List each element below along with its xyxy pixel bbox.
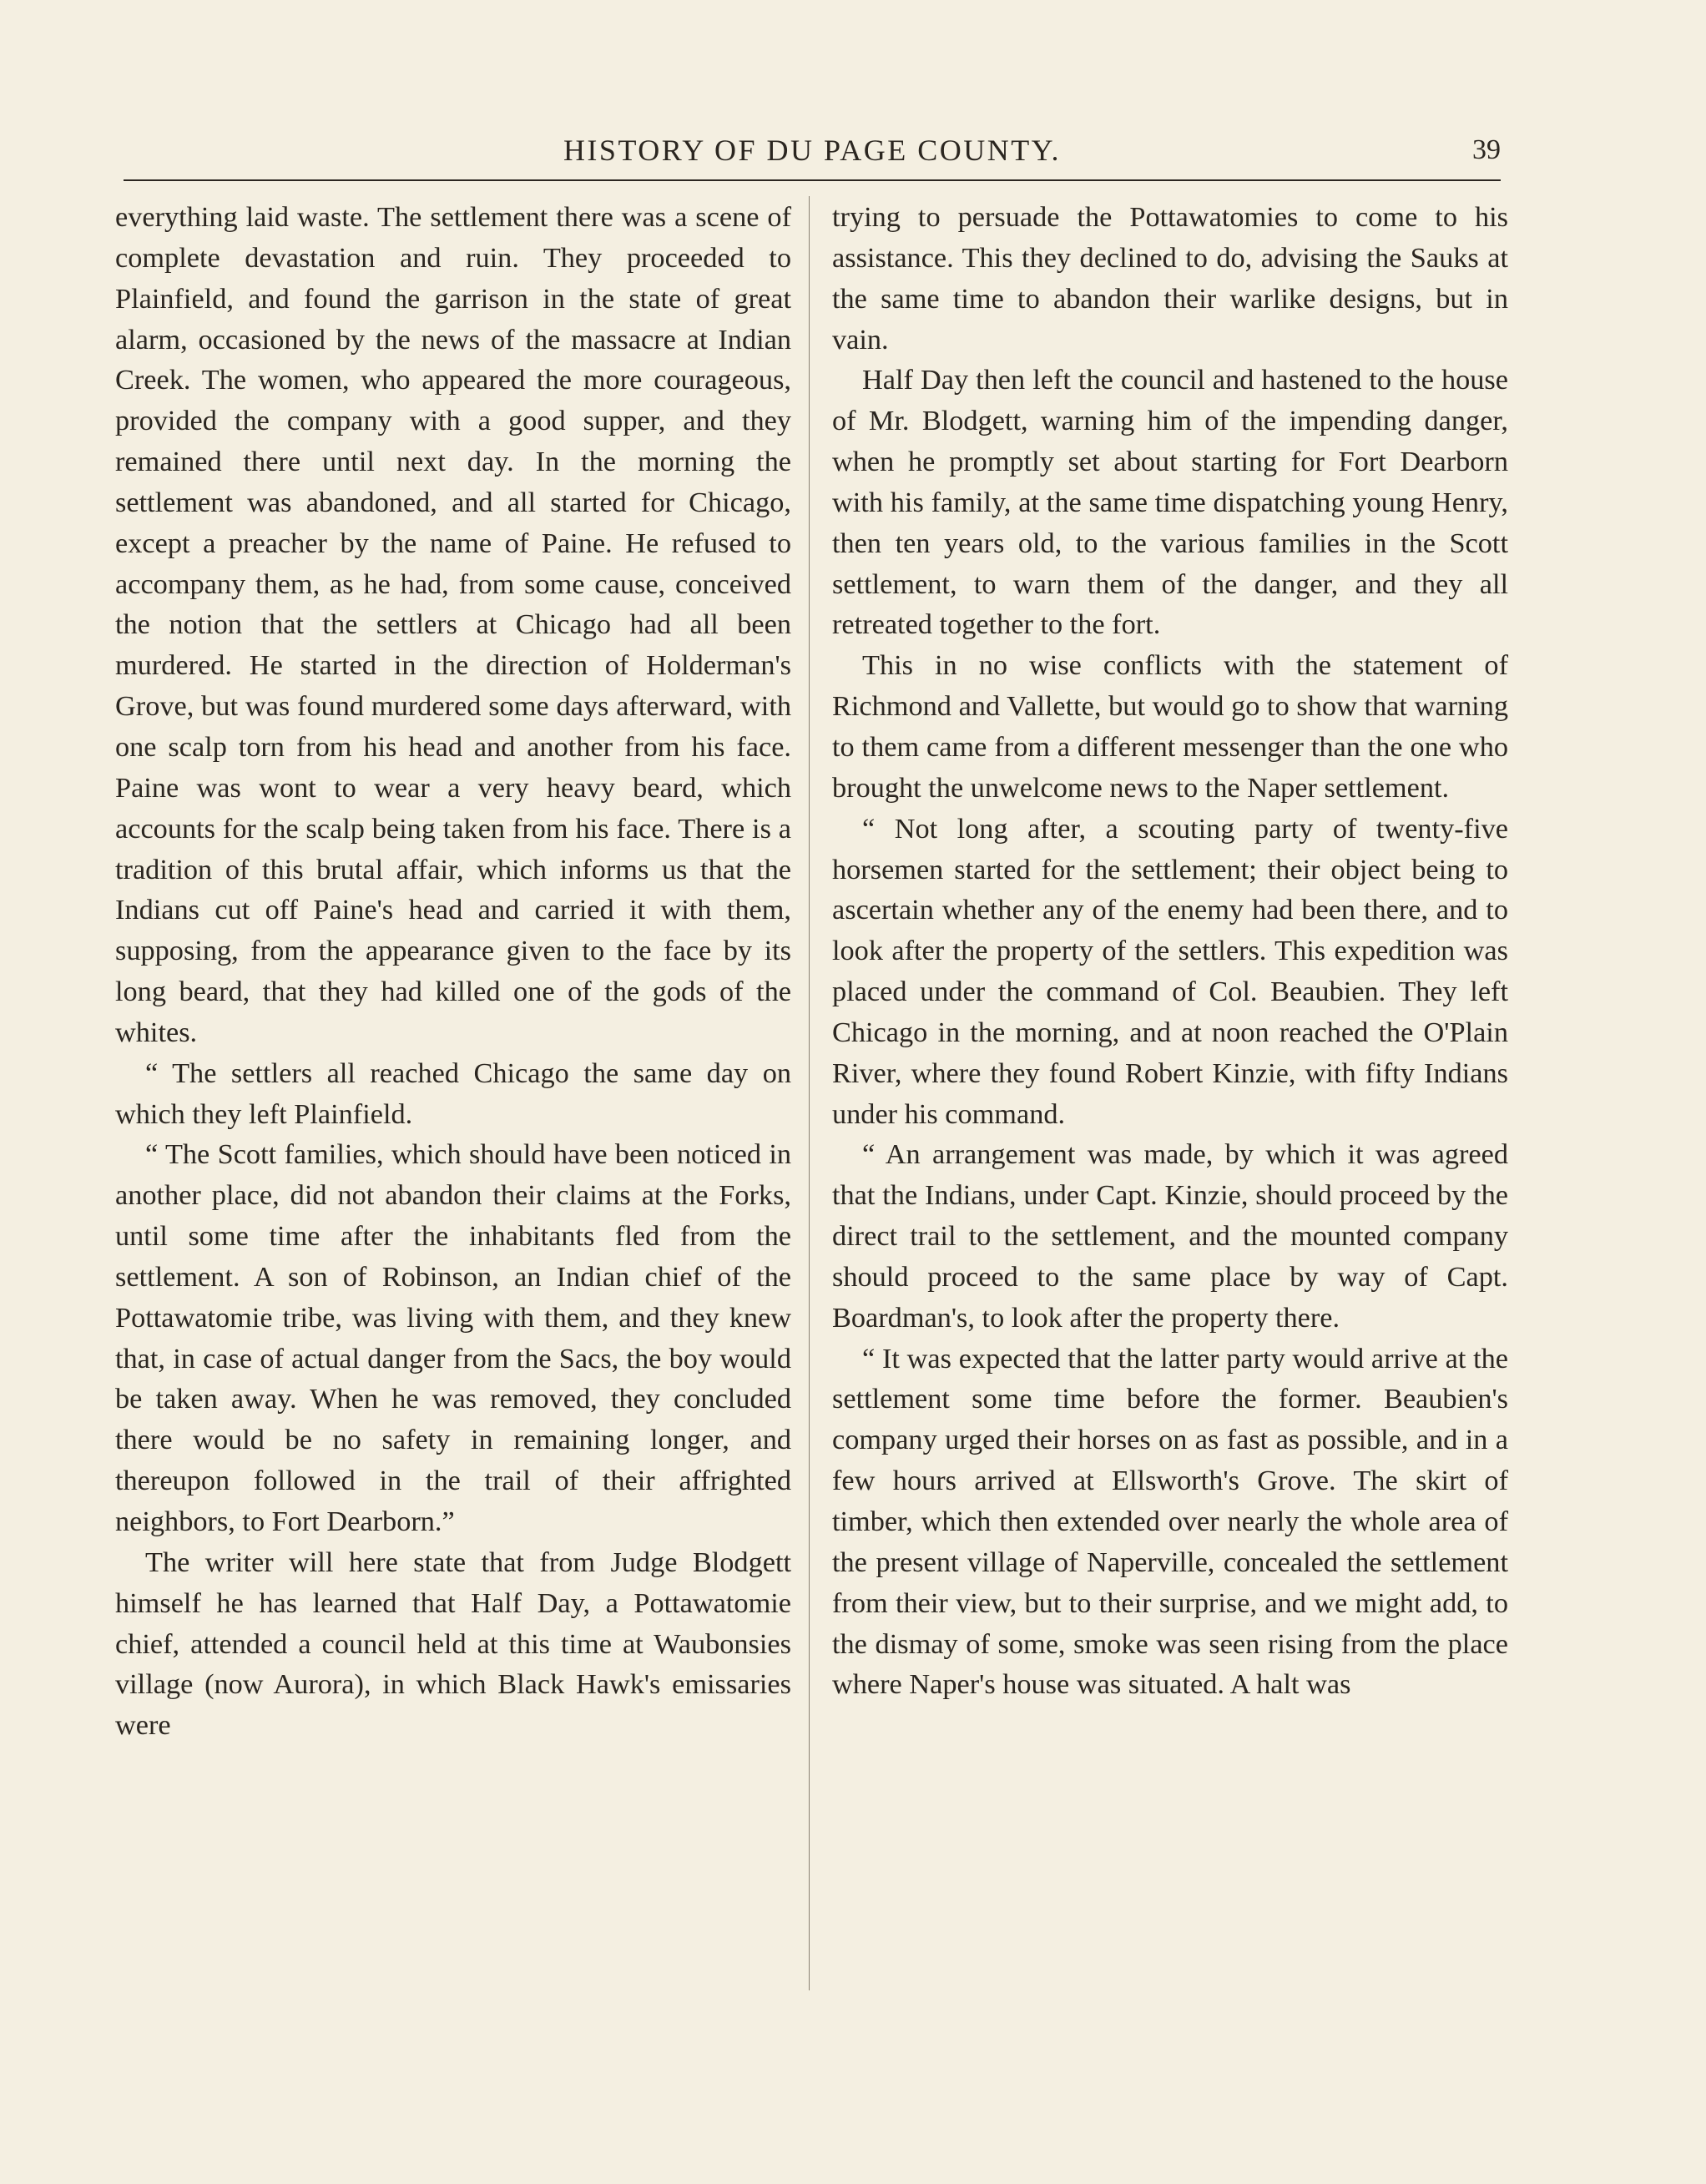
- column-divider: [809, 196, 810, 1990]
- running-head: [124, 125, 1501, 175]
- page-number: 39: [1472, 134, 1501, 165]
- paragraph: “ It was expected that the latter party would arrive at the settlement some time before the former. Beaubien's company urged their horses on as fast as possible, and in a few hours arrived at Ellsworth's Grove. The skirt of timber, which then extended over nearly the whole area of the present village of Naperville, concealed the settlement from their view, but to their surprise, and we might add, to the dismay of some, smoke was seen rising from the place where Naper's house was situated. A halt was: [832, 1342, 1508, 1701]
- paragraph: Half Day then left the council and hastened to the house of Mr. Blodgett, warning him of the impending danger, when he promptly set about starting for Fort Dearborn with his family, at the same time dispatching young Henry, then ten years old, to the various families in the Scott settlement, to warn them of the danger, and they all retreated together to the fort.: [832, 364, 1508, 641]
- paragraph: everything laid waste. The settlement there was a scene of complete devastation and ruin. They proceeded to Plainfield, and found the garrison in the state of great alarm, occasioned by the news of the massacre at Indian Creek. The women, who appeared the more courageous, provided the company with a good supper, and they remained there until next day. In the morning the settlement was abandoned, and all started for Chicago, except a preacher by the name of Paine. He refused to accompany them, as he had, from some cause, conceived the notion that the settlers at Chicago had all been murdered. He started in the direction of Holderman's Grove, but was found murdered some days afterward, with one scalp torn from his head and another from his face. Paine was wont to wear a very heavy beard, which accounts for the scalp being taken from his face. There is a tradition of this brutal affair, which informs us that the Indians cut off Paine's head and carried it with them, supposing, from the appearance given to the face by its long beard, that they had killed one of the gods of the whites.: [115, 201, 791, 1048]
- running-title: HISTORY OF DU PAGE COUNTY.: [563, 134, 1062, 167]
- paragraph: This in no wise conflicts with the statement of Richmond and Vallette, but would go to show that warning to them came from a different messenger than the one who brought the unwelcome news to the Naper settlement.: [832, 649, 1508, 804]
- paragraph: “ An arrangement was made, by which it was agreed that the Indians, under Capt. Kinzie, should proceed by the direct trail to the settlement, and the mounted company should proceed to the same place by way of Capt. Boardman's, to look after the property there.: [832, 1138, 1508, 1334]
- paragraph: “ Not long after, a scouting party of twenty-five horsemen started for the settlement; their object being to ascertain whether any of the enemy had been there, and to look after the property of the settlers. This expedition was placed under the command of Col. Beaubien. They left Chicago in the morning, and at noon reached the O'Plain River, where they found Robert Kinzie, with fifty Indians under his command.: [832, 812, 1508, 1130]
- paragraph: trying to persuade the Pottawatomies to come to his assistance. This they declined to do, advising the Sauks at the same time to abandon their warlike designs, but in vain.: [832, 201, 1508, 356]
- left-column: [115, 197, 791, 1746]
- right-column: [832, 197, 1508, 1705]
- paragraph: “ The Scott families, which should have been noticed in another place, did not abandon their claims at the Forks, until some time after the inhabitants fled from the settlement. A son of Robinson, an Indian chief of the Pottawatomie tribe, was living with them, and they knew that, in case of actual danger from the Sacs, the boy would be taken away. When he was removed, they concluded there would be no safety in remaining longer, and thereupon followed in the trail of their affrighted neighbors, to Fort Dearborn.”: [115, 1138, 791, 1537]
- header-rule: [124, 179, 1501, 181]
- paragraph: “ The settlers all reached Chicago the same day on which they left Plainfield.: [115, 1057, 791, 1130]
- paragraph: The writer will here state that from Judge Blodgett himself he has learned that Half Day, a Pottawatomie chief, attended a council held at this time at Waubonsies village (now Aurora), in which Black Hawk's emissaries were: [115, 1546, 791, 1742]
